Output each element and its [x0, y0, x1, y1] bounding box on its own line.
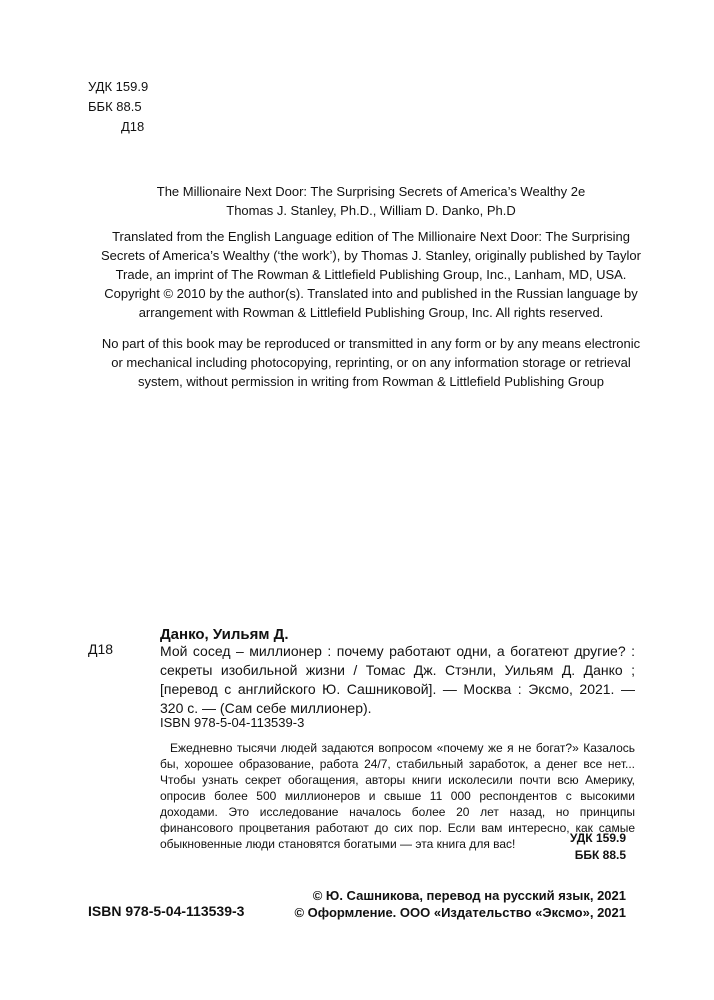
catalog-author-heading: Данко, Уильям Д.: [160, 626, 289, 643]
catalog-isbn: ISBN 978-5-04-113539-3: [160, 715, 305, 730]
udk-code: УДК 159.9: [88, 79, 149, 94]
copyright-block: [294, 887, 626, 921]
author-mark: Д18: [121, 119, 145, 134]
original-title-line: The Millionaire Next Door: The Surprising Secrets of America’s Wealthy 2e: [156, 184, 586, 199]
classification-codes-top: [88, 77, 148, 137]
catalog-record: Мой сосед – миллионер : почему работают одни, а богатеют другие? : секреты изобильной жизни / Томас Дж. Стэнли, Уильям Д. Данко ; [перевод с английского Ю. Сашниковой]. — Москва : Эксмо, 2021. — 320 с. — (Сам себе миллионер).: [160, 643, 635, 716]
classification-codes-bottom: [570, 830, 626, 864]
udk-code-bottom: УДК 159.9: [569, 831, 626, 845]
copyright-design: © Оформление. ООО «Издательство «Эксмо», 2021: [294, 905, 626, 920]
english-rights-block: [96, 182, 646, 398]
translation-notice: Translated from the English Language edition of The Millionaire Next Door: The Surprising Secrets of America’s Wealthy (‘the work’), by Thomas J. Stanley, originally published by Taylor Trade, an imprint of The Rowman & Littlefield Publishing Group, Inc., Lanham, MD, USA. Copyright © 2010 by the author(s). Translated into and published in the Russian language by arrangement with Rowman & Littlefield Publishing Group, Inc. All rights reserved.: [101, 229, 641, 320]
bbk-code: ББК 88.5: [88, 99, 142, 114]
annotation: Ежедневно тысячи людей задаются вопросом «почему же я не богат?» Казалось бы, хорошее образование, работа 24/7, стабильный заработок, а денег все нет... Чтобы узнать секрет обогащения, авторы книги исколесили почти всю Америку, опросив более 500 миллионеров и свыше 11 000 респондентов с высокими доходами. Это исследование началось более 20 лет назад, но принципы финансового процветания работают до сих пор. Если вам интересно, как самые обыкновенные люди становятся богатыми — эта книга для вас!: [160, 741, 635, 851]
bbk-code-bottom: ББК 88.5: [574, 848, 626, 862]
footer-isbn: ISBN 978-5-04-113539-3: [88, 903, 245, 919]
reproduction-notice: No part of this book may be reproduced or transmitted in any form or by any means electronic or mechanical including photocopying, reprinting, or on any information storage or retrieval system, without permission in writing from Rowman & Littlefield Publishing Group: [101, 336, 641, 389]
catalog-author-mark: Д18: [88, 641, 114, 657]
copyright-translation: © Ю. Сашникова, перевод на русский язык, 2021: [312, 888, 626, 903]
original-authors-line: Thomas J. Stanley, Ph.D., William D. Danko, Ph.D: [226, 203, 516, 218]
